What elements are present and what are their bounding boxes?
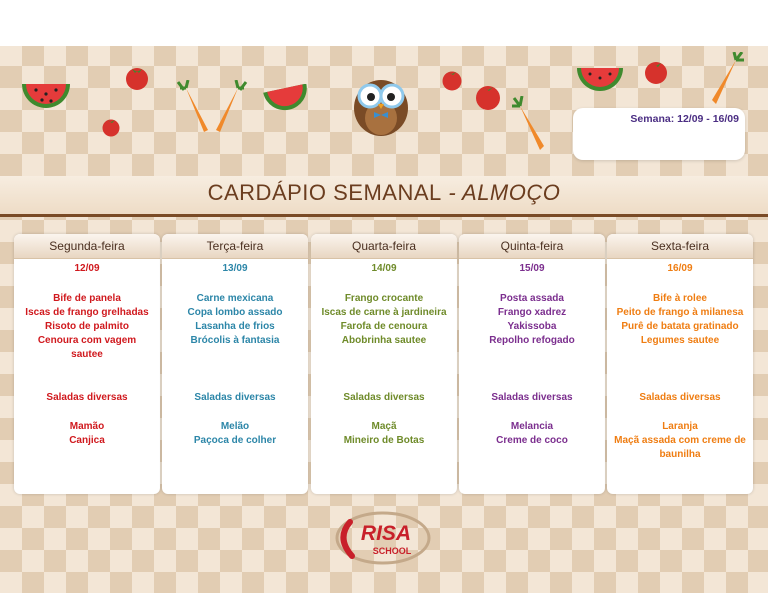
tomato-icon [440, 68, 464, 92]
dessert: Melão [220, 421, 250, 432]
dessert: Melancia [510, 421, 554, 432]
desserts [311, 420, 457, 448]
dessert: Mamão [69, 421, 105, 432]
dish: Peito de frango à milanesa [616, 307, 744, 318]
dessert: Laranja [662, 421, 698, 432]
title-separator: - [441, 180, 463, 205]
day-column-segunda [14, 234, 160, 494]
watermelon-icon [262, 84, 310, 120]
dessert: Maçã [371, 421, 397, 432]
dessert: Mineiro de Botas [343, 435, 425, 446]
dish: Bife à rolee [653, 293, 707, 304]
week-box [573, 108, 745, 160]
day-date: 14/09 [371, 263, 397, 274]
dish: Repolho refogado [489, 335, 575, 346]
desserts [162, 420, 308, 448]
title-sub: ALMOÇO [462, 180, 561, 205]
desserts [459, 420, 605, 448]
dish: Iscas de frango grelhadas [25, 307, 149, 318]
dish: sautee [71, 349, 103, 360]
salads: Saladas diversas [491, 392, 573, 403]
main-dishes [14, 292, 160, 362]
dish: Frango xadrez [497, 307, 567, 318]
day-header: Quarta-feira [311, 234, 457, 259]
day-header: Terça-feira [162, 234, 308, 259]
top-white-band [0, 0, 768, 46]
page-title [0, 180, 768, 206]
day-date: 15/09 [519, 263, 545, 274]
dessert: Paçoca de colher [193, 435, 277, 446]
day-column-quarta [311, 234, 457, 494]
tomato-icon [642, 58, 670, 86]
tomato-icon [473, 82, 503, 112]
desserts [14, 420, 160, 448]
dish: Iscas de carne à jardineira [321, 307, 447, 318]
carrots-icon [176, 80, 250, 138]
dish: Abobrinha sautee [341, 335, 427, 346]
dish: Purê de batata gratinado [621, 321, 739, 332]
week-label: Semana: 12/09 - 16/09 [630, 113, 739, 125]
watermelon-icon [20, 78, 72, 120]
dish: Legumes sautee [640, 335, 720, 346]
salads: Saladas diversas [343, 392, 425, 403]
carrot-icon [512, 96, 546, 154]
risa-school-logo [334, 510, 432, 566]
dessert: baunilha [659, 449, 701, 460]
owl-icon [352, 72, 410, 138]
dish: Risoto de palmito [45, 321, 129, 332]
carrot-icon [708, 52, 744, 110]
dessert: Maçã assada com creme de [614, 435, 746, 446]
day-date: 16/09 [667, 263, 693, 274]
salads: Saladas diversas [46, 392, 128, 403]
salads: Saladas diversas [194, 392, 276, 403]
dish: Posta assada [500, 293, 564, 304]
salads: Saladas diversas [639, 392, 721, 403]
day-header: Sexta-feira [607, 234, 753, 259]
dish: Farofa de cenoura [340, 321, 428, 332]
watermelon-icon [575, 64, 625, 102]
main-dishes [311, 292, 457, 348]
dessert: Canjica [69, 435, 105, 446]
logo-sub: SCHOOL [372, 546, 412, 556]
logo-name: RISA [360, 522, 412, 545]
day-header: Segunda-feira [14, 234, 160, 259]
day-date: 12/09 [74, 263, 100, 274]
dessert: Creme de coco [496, 435, 568, 446]
tomato-icon [100, 116, 122, 138]
desserts [607, 420, 753, 462]
tomato-icon [123, 64, 151, 92]
title-main: CARDÁPIO SEMANAL [207, 180, 442, 205]
main-dishes [607, 292, 753, 348]
day-date: 13/09 [222, 263, 248, 274]
day-column-quinta [459, 234, 605, 494]
day-column-sexta [607, 234, 753, 494]
dish: Cenoura com vagem [37, 335, 137, 346]
dish: Copa lombo assado [187, 307, 283, 318]
day-column-terca [162, 234, 308, 494]
day-header: Quinta-feira [459, 234, 605, 259]
dish: Carne mexicana [196, 293, 274, 304]
main-dishes [459, 292, 605, 348]
main-dishes [162, 292, 308, 348]
dish: Lasanha de frios [195, 321, 275, 332]
dish: Brócolis à fantasia [190, 335, 280, 346]
dish: Yakissoba [507, 321, 557, 332]
dish: Frango crocante [344, 293, 424, 304]
dish: Bife de panela [53, 293, 121, 304]
